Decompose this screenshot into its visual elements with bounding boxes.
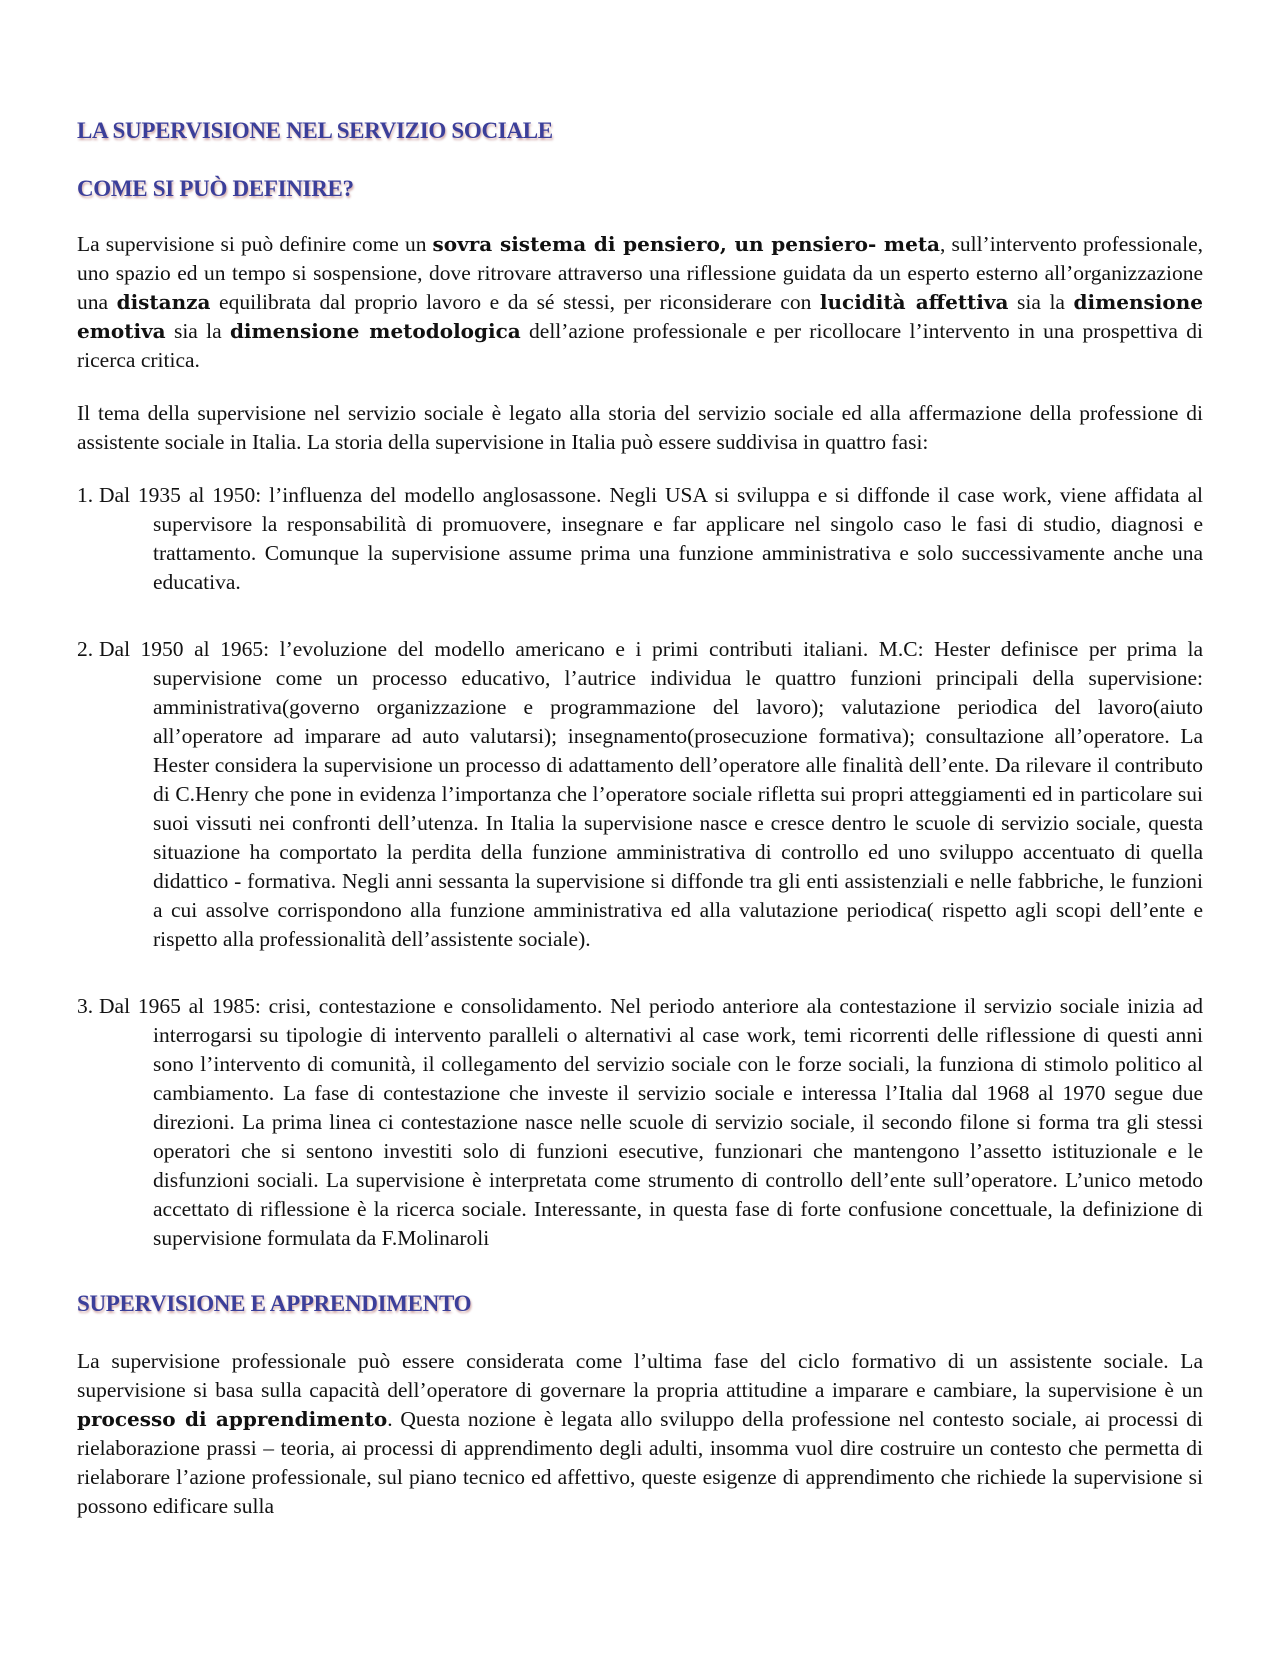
definition-text-5: sia la [165,319,230,343]
learning-bold-1: processo di apprendimento [77,1407,388,1431]
list-item [77,481,1203,597]
definition-text-1: La supervisione si può definire come un [77,232,433,256]
definition-bold-1: sovra sistema di pensiero, un pensiero- meta [432,232,941,256]
section-heading-learning: SUPERVISIONE E APPRENDIMENTO [77,1291,472,1316]
phases-list [77,481,1203,1253]
list-item-number: 1. [77,483,94,507]
list-item-text: Dal 1950 al 1965: l’evoluzione del modello americano e i primi contributi italiani. M.C: Hester definisce per prima la supervisione come un processo educativo, l’autrice individua le quattro funzioni principali della supervisione: amministrativa(governo organizzazione e programmazione del lavoro); valutazione periodica del lavoro(aiuto all’operatore ad imparare ad auto valutarsi); insegnamento(prosecuzione formativa); consultazione all’operatore. La Hester considera la supervisione un processo di adattamento dell’operatore alle finalità dell’ente. Da rilevare il contributo di C.Henry che pone in evidenza l’importanza che l’operatore sociale rifletta sui propri atteggiamenti ed in particolare sui suoi vissuti nei confronti dell’utenza. In Italia la supervisione nasce e cresce dentro le scuole di servizio sociale, questa situazione ha comportato la perdita della funzione amministrativa di controllo ed uno sviluppo accentuato di quella didattico - formativa. Negli anni sessanta la supervisione si diffonde tra gli enti assistenziali e nelle fabbriche, le funzioni a cui assolve corrispondono alla funzione amministrativa ed alla valutazione periodica( rispetto agli scopi dell’ente e rispetto alla professionalità dell’assistente sociale). [99,637,1203,951]
definition-bold-4: dimensione emotiva [77,290,1204,343]
list-item-text: Dal 1965 al 1985: crisi, contestazione e consolidamento. Nel periodo anteriore ala contestazione il servizio sociale inizia ad interrogarsi su tipologie di intervento paralleli o alternativi al case work, temi ricorrenti delle riflessione di questi anni sono l’intervento di comunità, il collegamento del servizio sociale con le forze sociali, la funziona di stimolo politico al cambiamento. La fase di contestazione che investe il servizio sociale e interessa l’Italia dal 1968 al 1970 segue due direzioni. La prima linea ci contestazione nasce nelle scuole di servizio sociale, il secondo filone si forma tra gli stessi operatori che si sentono investiti solo di funzioni esecutive, funzionari che mantengono l’assetto istituzionale e le disfunzioni sociali. La supervisione è interpretata come strumento di controllo dell’ente sull’operatore. L’unico metodo accettato di riflessione è la ricerca sociale. Interessante, in questa fase di forte confusione concettuale, la definizione di supervisione formulata da F.Molinaroli [99,994,1203,1250]
definition-bold-5: dimensione metodologica [229,319,521,343]
document-title: LA SUPERVISIONE NEL SERVIZIO SOCIALE [77,118,553,143]
list-item [77,992,1203,1253]
definition-text-6: dell’azione professionale e per ricollocare l’intervento in una prospettiva di ricerca critica. [77,319,1203,372]
list-item [77,635,1203,954]
learning-paragraph [77,1347,1203,1521]
list-item-number: 2. [77,637,94,661]
intro-paragraph: Il tema della supervisione nel servizio sociale è legato alla storia del servizio sociale ed alla affermazione della professione di assistente sociale in Italia. La storia della supervisione in Italia può essere suddivisa in quattro fasi: [77,401,1203,454]
learning-text-1: La supervisione professionale può essere considerata come l’ultima fase del ciclo formativo di un assistente sociale. La supervisione si basa sulla capacità dell’operatore di governare la propria attitudine a imparare e cambiare, la supervisione è un [77,1349,1203,1402]
section-heading-definition: COME SI PUÒ DEFINIRE? [77,176,354,201]
definition-paragraph [77,230,1203,375]
definition-text-2: , sull’intervento professionale, uno spazio ed un tempo si sospensione, dove ritrovare attraverso una riflessione guidata da un esperto esterno all’organizzazione una [77,232,1203,314]
learning-text-2: . Questa nozione è legata allo sviluppo della professione nel contesto sociale, ai processi di rielaborazione prassi – teoria, ai processi di apprendimento degli adulti, insomma vuol dire costruire un contesto che permetta di rielaborare l’azione professionale, sul piano tecnico ed affettivo, queste esigenze di apprendimento che richiede la supervisione si possono edificare sulla [77,1407,1203,1518]
definition-bold-2: distanza [116,290,211,314]
list-item-number: 3. [77,994,94,1018]
definition-bold-3: lucidità affettiva [819,290,1009,314]
list-item-text: Dal 1935 al 1950: l’influenza del modello anglosassone. Negli USA si sviluppa e si diffonde il case work, viene affidata al supervisore la responsabilità di promuovere, insegnare e far applicare nel singolo caso le fasi di studio, diagnosi e trattamento. Comunque la supervisione assume prima una funzione amministrativa e solo successivamente anche una educativa. [99,483,1203,594]
definition-text-3: equilibrata dal proprio lavoro e da sé stessi, per riconsiderare con [210,290,820,314]
definition-text-4: sia la [1008,290,1074,314]
